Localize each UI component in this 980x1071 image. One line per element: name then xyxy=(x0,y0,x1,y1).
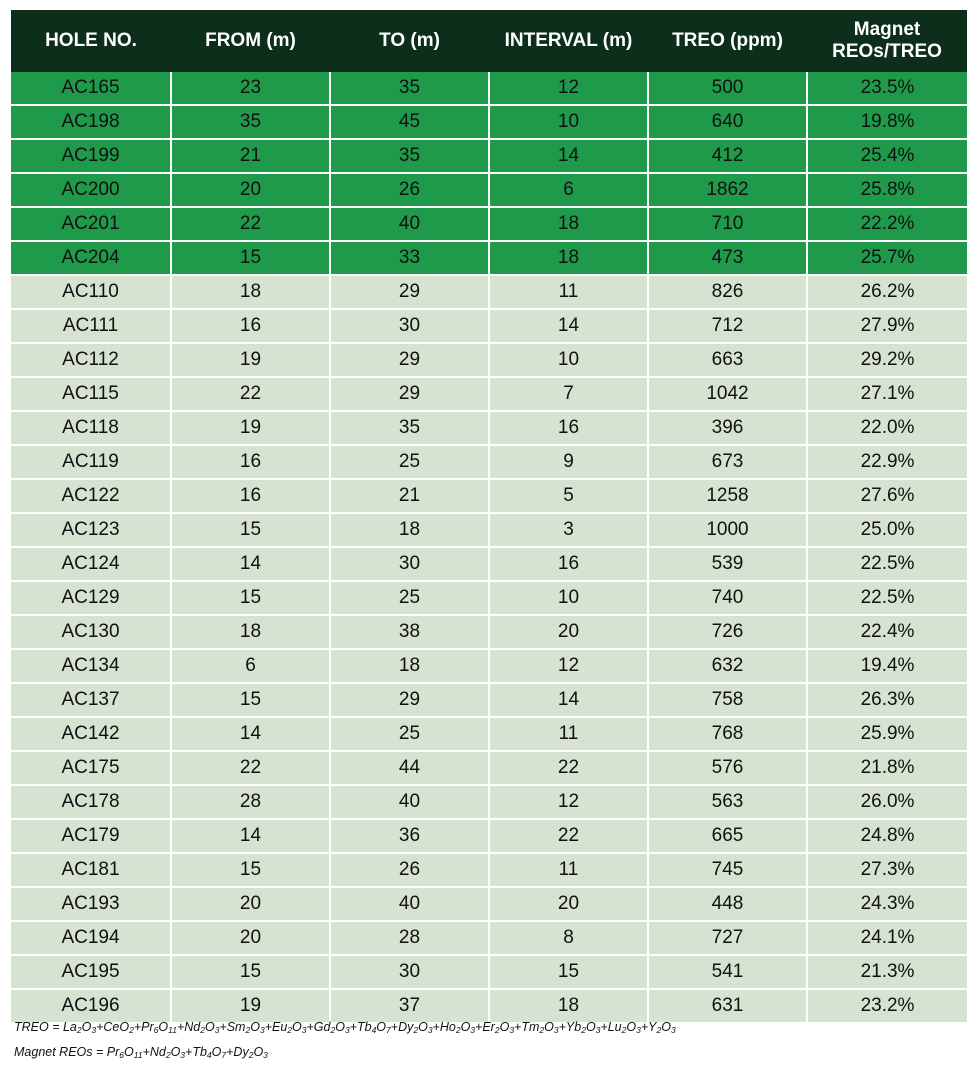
table-row xyxy=(11,411,967,445)
cell-treo: 541 xyxy=(648,955,807,989)
cell-to: 40 xyxy=(330,887,489,921)
cell-interval: 18 xyxy=(489,207,648,241)
cell-treo: 448 xyxy=(648,887,807,921)
cell-treo: 663 xyxy=(648,343,807,377)
cell-from: 19 xyxy=(171,989,330,1023)
cell-magnet-ratio: 22.2% xyxy=(807,207,967,241)
cell-treo: 500 xyxy=(648,72,807,105)
table-row xyxy=(11,445,967,479)
cell-magnet-ratio: 25.8% xyxy=(807,173,967,207)
cell-magnet-ratio: 22.0% xyxy=(807,411,967,445)
cell-treo: 1042 xyxy=(648,377,807,411)
cell-interval: 14 xyxy=(489,683,648,717)
header-row xyxy=(11,10,967,72)
cell-interval: 18 xyxy=(489,989,648,1023)
table-row xyxy=(11,377,967,411)
table-row xyxy=(11,479,967,513)
cell-magnet-ratio: 25.9% xyxy=(807,717,967,751)
footnote-magnet-reos: Magnet REOs = $Pr_6O_{11}+Nd_2O_3+Tb_4O_7+Dy_2O_3$ xyxy=(14,1045,268,1060)
cell-from: 22 xyxy=(171,751,330,785)
cell-from: 20 xyxy=(171,887,330,921)
cell-to: 25 xyxy=(330,445,489,479)
cell-interval: 5 xyxy=(489,479,648,513)
cell-to: 29 xyxy=(330,275,489,309)
cell-interval: 20 xyxy=(489,887,648,921)
cell-treo: 631 xyxy=(648,989,807,1023)
cell-hole-no: AC200 xyxy=(11,173,171,207)
cell-hole-no: AC124 xyxy=(11,547,171,581)
cell-treo: 1000 xyxy=(648,513,807,547)
cell-from: 14 xyxy=(171,819,330,853)
cell-to: 45 xyxy=(330,105,489,139)
table-row xyxy=(11,921,967,955)
cell-interval: 11 xyxy=(489,853,648,887)
cell-interval: 3 xyxy=(489,513,648,547)
cell-hole-no: AC110 xyxy=(11,275,171,309)
cell-to: 26 xyxy=(330,173,489,207)
cell-interval: 12 xyxy=(489,649,648,683)
cell-treo: 632 xyxy=(648,649,807,683)
cell-to: 25 xyxy=(330,581,489,615)
cell-magnet-ratio: 27.9% xyxy=(807,309,967,343)
table-row xyxy=(11,139,967,173)
cell-to: 29 xyxy=(330,377,489,411)
table-row xyxy=(11,649,967,683)
table-row xyxy=(11,785,967,819)
cell-from: 15 xyxy=(171,241,330,275)
table-row xyxy=(11,275,967,309)
cell-to: 30 xyxy=(330,309,489,343)
table-row xyxy=(11,751,967,785)
cell-interval: 14 xyxy=(489,309,648,343)
table-row xyxy=(11,615,967,649)
cell-interval: 11 xyxy=(489,717,648,751)
cell-to: 21 xyxy=(330,479,489,513)
table-row xyxy=(11,105,967,139)
cell-magnet-ratio: 22.4% xyxy=(807,615,967,649)
cell-to: 28 xyxy=(330,921,489,955)
table-row xyxy=(11,207,967,241)
cell-magnet-ratio: 27.3% xyxy=(807,853,967,887)
cell-to: 36 xyxy=(330,819,489,853)
table-row xyxy=(11,853,967,887)
cell-to: 38 xyxy=(330,615,489,649)
table-row xyxy=(11,547,967,581)
table-row xyxy=(11,72,967,105)
cell-from: 14 xyxy=(171,547,330,581)
cell-to: 29 xyxy=(330,683,489,717)
cell-magnet-ratio: 29.2% xyxy=(807,343,967,377)
table-row xyxy=(11,717,967,751)
cell-treo: 563 xyxy=(648,785,807,819)
cell-treo: 727 xyxy=(648,921,807,955)
cell-from: 15 xyxy=(171,513,330,547)
cell-magnet-ratio: 27.6% xyxy=(807,479,967,513)
cell-magnet-ratio: 26.0% xyxy=(807,785,967,819)
cell-hole-no: AC195 xyxy=(11,955,171,989)
cell-to: 35 xyxy=(330,139,489,173)
cell-interval: 12 xyxy=(489,785,648,819)
table-body xyxy=(11,72,967,1023)
cell-interval: 15 xyxy=(489,955,648,989)
cell-from: 20 xyxy=(171,921,330,955)
table-row xyxy=(11,241,967,275)
cell-hole-no: AC118 xyxy=(11,411,171,445)
cell-hole-no: AC111 xyxy=(11,309,171,343)
cell-magnet-ratio: 22.5% xyxy=(807,581,967,615)
header-hole-no: HOLE NO. xyxy=(11,10,171,72)
cell-treo: 745 xyxy=(648,853,807,887)
cell-interval: 22 xyxy=(489,819,648,853)
cell-to: 30 xyxy=(330,547,489,581)
cell-treo: 665 xyxy=(648,819,807,853)
cell-from: 15 xyxy=(171,853,330,887)
cell-from: 16 xyxy=(171,309,330,343)
cell-from: 22 xyxy=(171,207,330,241)
cell-from: 16 xyxy=(171,445,330,479)
cell-hole-no: AC122 xyxy=(11,479,171,513)
cell-hole-no: AC193 xyxy=(11,887,171,921)
cell-magnet-ratio: 23.2% xyxy=(807,989,967,1023)
cell-interval: 9 xyxy=(489,445,648,479)
cell-treo: 673 xyxy=(648,445,807,479)
cell-from: 28 xyxy=(171,785,330,819)
cell-treo: 396 xyxy=(648,411,807,445)
cell-interval: 16 xyxy=(489,547,648,581)
cell-from: 14 xyxy=(171,717,330,751)
cell-from: 18 xyxy=(171,275,330,309)
cell-from: 6 xyxy=(171,649,330,683)
footnotes xyxy=(14,1016,676,1066)
cell-hole-no: AC198 xyxy=(11,105,171,139)
header-treo: TREO (ppm) xyxy=(648,10,807,72)
cell-from: 21 xyxy=(171,139,330,173)
cell-hole-no: AC129 xyxy=(11,581,171,615)
cell-magnet-ratio: 25.0% xyxy=(807,513,967,547)
cell-interval: 10 xyxy=(489,581,648,615)
cell-treo: 768 xyxy=(648,717,807,751)
table-row xyxy=(11,887,967,921)
table-row xyxy=(11,683,967,717)
cell-hole-no: AC196 xyxy=(11,989,171,1023)
cell-interval: 18 xyxy=(489,241,648,275)
cell-magnet-ratio: 24.1% xyxy=(807,921,967,955)
cell-magnet-ratio: 24.8% xyxy=(807,819,967,853)
footnote-treo: TREO = $La_2O_3+CeO_2+Pr_6O_{11}+Nd_2O_3+Sm_2O_3+Eu_2O_3+Gd_2O_3+Tb_4O_7+Dy_2O_3+Ho_2O_3+Er_2O_3+Tm_2O_3+Yb_2O_3+Lu_2O_3+Y_2O_3$ xyxy=(14,1020,676,1035)
cell-treo: 473 xyxy=(648,241,807,275)
table-row xyxy=(11,309,967,343)
cell-treo: 640 xyxy=(648,105,807,139)
drill-results-table xyxy=(11,10,967,1024)
cell-hole-no: AC194 xyxy=(11,921,171,955)
header-from: FROM (m) xyxy=(171,10,330,72)
cell-to: 29 xyxy=(330,343,489,377)
cell-hole-no: AC181 xyxy=(11,853,171,887)
cell-from: 19 xyxy=(171,343,330,377)
cell-from: 15 xyxy=(171,581,330,615)
cell-magnet-ratio: 21.8% xyxy=(807,751,967,785)
cell-magnet-ratio: 26.2% xyxy=(807,275,967,309)
cell-treo: 1862 xyxy=(648,173,807,207)
cell-magnet-ratio: 21.3% xyxy=(807,955,967,989)
cell-magnet-ratio: 19.4% xyxy=(807,649,967,683)
cell-treo: 726 xyxy=(648,615,807,649)
cell-to: 40 xyxy=(330,785,489,819)
cell-hole-no: AC130 xyxy=(11,615,171,649)
cell-to: 33 xyxy=(330,241,489,275)
cell-to: 26 xyxy=(330,853,489,887)
cell-from: 20 xyxy=(171,173,330,207)
cell-interval: 11 xyxy=(489,275,648,309)
cell-interval: 10 xyxy=(489,105,648,139)
cell-hole-no: AC137 xyxy=(11,683,171,717)
cell-magnet-ratio: 24.3% xyxy=(807,887,967,921)
cell-interval: 14 xyxy=(489,139,648,173)
cell-magnet-ratio: 25.4% xyxy=(807,139,967,173)
cell-to: 35 xyxy=(330,411,489,445)
cell-treo: 712 xyxy=(648,309,807,343)
cell-hole-no: AC204 xyxy=(11,241,171,275)
cell-hole-no: AC179 xyxy=(11,819,171,853)
cell-to: 18 xyxy=(330,649,489,683)
table-row xyxy=(11,513,967,547)
table-row xyxy=(11,343,967,377)
cell-treo: 539 xyxy=(648,547,807,581)
header-magnet-ratio: Magnet REOs/TREO xyxy=(807,10,967,72)
cell-treo: 758 xyxy=(648,683,807,717)
cell-to: 18 xyxy=(330,513,489,547)
cell-magnet-ratio: 23.5% xyxy=(807,72,967,105)
cell-treo: 710 xyxy=(648,207,807,241)
cell-from: 16 xyxy=(171,479,330,513)
cell-from: 19 xyxy=(171,411,330,445)
cell-hole-no: AC178 xyxy=(11,785,171,819)
cell-magnet-ratio: 25.7% xyxy=(807,241,967,275)
header-to: TO (m) xyxy=(330,10,489,72)
cell-interval: 6 xyxy=(489,173,648,207)
cell-magnet-ratio: 22.9% xyxy=(807,445,967,479)
cell-interval: 10 xyxy=(489,343,648,377)
cell-magnet-ratio: 26.3% xyxy=(807,683,967,717)
table-row xyxy=(11,819,967,853)
cell-interval: 8 xyxy=(489,921,648,955)
cell-to: 30 xyxy=(330,955,489,989)
cell-interval: 12 xyxy=(489,72,648,105)
cell-interval: 16 xyxy=(489,411,648,445)
table-row xyxy=(11,955,967,989)
cell-hole-no: AC119 xyxy=(11,445,171,479)
cell-hole-no: AC112 xyxy=(11,343,171,377)
cell-to: 44 xyxy=(330,751,489,785)
cell-from: 15 xyxy=(171,683,330,717)
cell-from: 18 xyxy=(171,615,330,649)
table-header xyxy=(11,10,967,72)
cell-magnet-ratio: 22.5% xyxy=(807,547,967,581)
cell-from: 22 xyxy=(171,377,330,411)
cell-treo: 740 xyxy=(648,581,807,615)
cell-hole-no: AC201 xyxy=(11,207,171,241)
cell-to: 25 xyxy=(330,717,489,751)
cell-hole-no: AC123 xyxy=(11,513,171,547)
cell-hole-no: AC134 xyxy=(11,649,171,683)
cell-treo: 412 xyxy=(648,139,807,173)
cell-interval: 7 xyxy=(489,377,648,411)
cell-to: 35 xyxy=(330,72,489,105)
cell-to: 40 xyxy=(330,207,489,241)
cell-from: 35 xyxy=(171,105,330,139)
cell-from: 15 xyxy=(171,955,330,989)
cell-treo: 576 xyxy=(648,751,807,785)
cell-to: 37 xyxy=(330,989,489,1023)
cell-magnet-ratio: 27.1% xyxy=(807,377,967,411)
cell-from: 23 xyxy=(171,72,330,105)
cell-treo: 826 xyxy=(648,275,807,309)
cell-treo: 1258 xyxy=(648,479,807,513)
cell-hole-no: AC115 xyxy=(11,377,171,411)
table-row xyxy=(11,581,967,615)
cell-hole-no: AC175 xyxy=(11,751,171,785)
cell-hole-no: AC142 xyxy=(11,717,171,751)
cell-hole-no: AC199 xyxy=(11,139,171,173)
table-row xyxy=(11,173,967,207)
cell-interval: 20 xyxy=(489,615,648,649)
cell-interval: 22 xyxy=(489,751,648,785)
cell-hole-no: AC165 xyxy=(11,72,171,105)
cell-magnet-ratio: 19.8% xyxy=(807,105,967,139)
header-interval: INTERVAL (m) xyxy=(489,10,648,72)
